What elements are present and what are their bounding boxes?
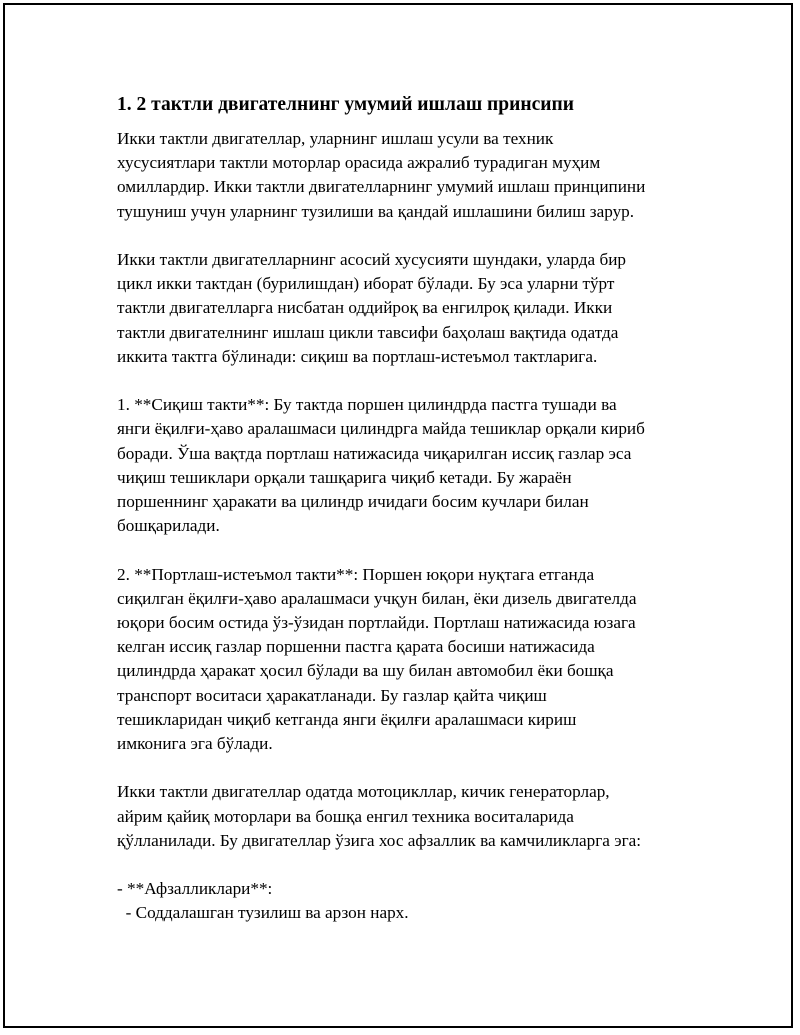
text-line: хусусиятлари тактли моторлар орасида ажралиб турадиган муҳим (117, 153, 601, 173)
text-line: қўлланилади. Бу двигателлар ўзига хос афзаллик ва камчиликларга эга: (117, 830, 642, 850)
text-line: янги ёқилғи-ҳаво аралашмаси цилиндрга майда тешиклар орқали кириб (117, 419, 645, 439)
paragraph-power-stroke (117, 563, 687, 757)
text-line: тешикларидан чиқиб кетганда янги ёқилғи аралашмаси кириш (117, 709, 577, 729)
text-line: бошқарилади. (117, 516, 220, 536)
document-title: 1. 2 тактли двигателнинг умумий ишлаш принсипи (117, 94, 574, 115)
text-line: цикл икки тактдан (бурилишдан) иборат бўлади. Бу эса уларни тўрт (117, 274, 615, 294)
text-line: юқори босим остида ўз-ўзидан портлайди. Портлаш натижасида юзага (117, 613, 636, 633)
advantages-list (117, 877, 687, 925)
paragraph-intro (117, 127, 687, 224)
text-line: омиллардир. Икки тактли двигателларнинг умумий ишлаш принципини (117, 177, 646, 197)
text-line: иккита тактга бўлинади: сиқиш ва портлаш-истеъмол тактларига. (117, 346, 598, 366)
text-line: Икки тактли двигателларнинг асосий хусусияти шундаки, уларда бир (117, 250, 627, 269)
text-line: айрим қайиқ моторлари ва бошқа енгил техника воситаларида (117, 806, 574, 826)
text-line: сиқилган ёқилғи-ҳаво аралашмаси учқун билан, ёки дизель двигателда (117, 588, 637, 608)
text-line: келган иссиқ газлар поршенни пастга қарата босиши натижасида (117, 637, 595, 657)
list-item: - Соддалашган тузилиш ва арзон нарх. (117, 903, 409, 923)
text-line: тушуниш учун уларнинг тузилиши ва қандай ишлашини билиш зарур. (117, 201, 635, 221)
text-line: имконига эга бўлади. (117, 734, 273, 754)
text-line: тактли двигателларга нисбатан оддийроқ ва енгилроқ қилади. Икки (117, 298, 613, 318)
text-line: поршеннинг ҳаракати ва цилиндр ичидаги босим кучлари билан (117, 492, 589, 512)
text-line: боради. Ўша вақтда портлаш натижасида чиқарилган иссиқ газлар эса (117, 443, 632, 463)
text-line: 1. **Сиқиш такти**: Бу тактда поршен цилиндрда пастга тушади ва (117, 395, 617, 415)
text-line: цилиндрда ҳаракат ҳосил бўлади ва шу билан автомобил ёки бошқа (117, 661, 614, 681)
document-body (117, 92, 687, 926)
text-line: Икки тактли двигателлар одатда мотоцикллар, кичик генераторлар, (117, 782, 610, 802)
text-line: транспорт воситаси ҳаракатланади. Бу газлар қайта чиқиш (117, 685, 547, 705)
paragraph-applications (117, 780, 687, 853)
paragraph-main-feature (117, 248, 687, 369)
list-heading: - **Афзалликлари**: (117, 879, 273, 899)
paragraph-compression-stroke (117, 393, 687, 538)
text-line: тактли двигателнинг ишлаш цикли тавсифи баҳолаш вақтида одатда (117, 322, 619, 342)
text-line: Икки тактли двигателлар, уларнинг ишлаш усули ва техник (117, 129, 554, 148)
text-line: чиқиш тешиклари орқали ташқарига чиқиб кетади. Бу жараён (117, 467, 572, 487)
text-line: 2. **Портлаш-истеъмол такти**: Поршен юқори нуқтага етганда (117, 564, 595, 584)
